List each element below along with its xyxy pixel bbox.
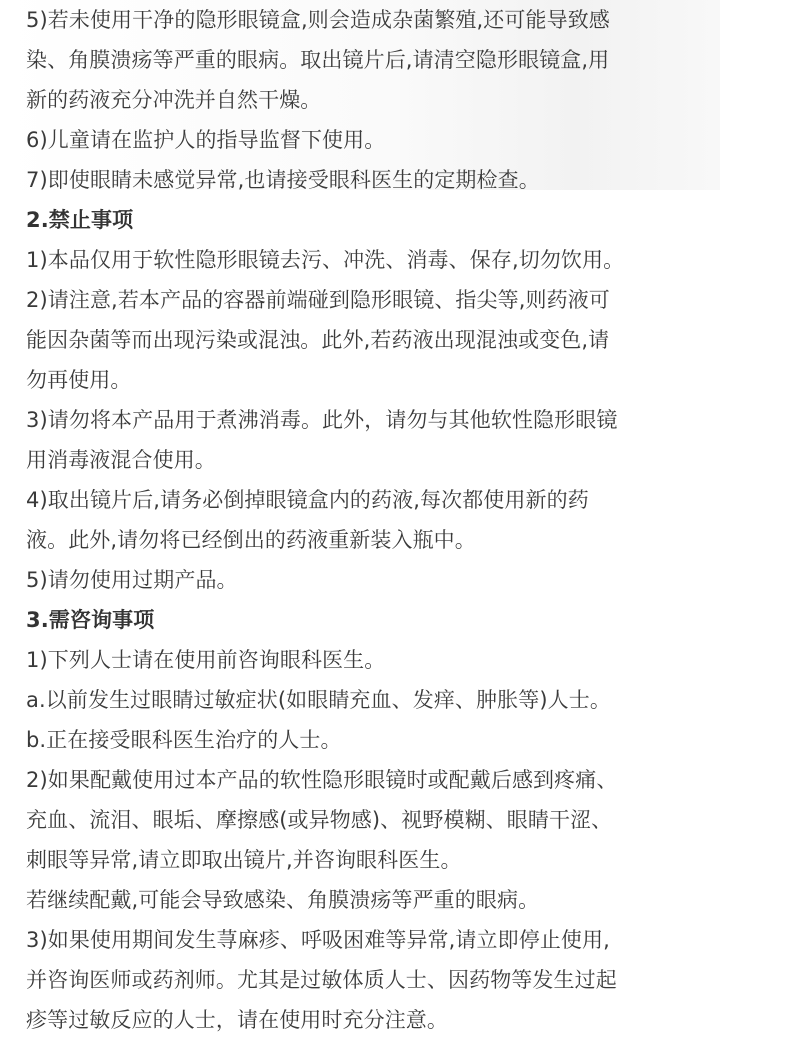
paragraph-line: 5)请勿使用过期产品。 <box>26 568 238 592</box>
paragraph-line: 并咨询医师或药剂师。尤其是过敏体质人士、因药物等发生过起 <box>26 968 617 992</box>
paragraph-line: 2)如果配戴使用过本产品的软性隐形眼镜时或配戴后感到疼痛、 <box>26 768 618 792</box>
paragraph-line: 3)如果使用期间发生荨麻疹、呼吸困难等异常,请立即停止使用, <box>26 928 610 952</box>
paragraph-line: 2)请注意,若本产品的容器前端碰到隐形眼镜、指尖等,则药液可 <box>26 288 610 312</box>
document-body <box>26 0 786 1040</box>
paragraph-line: 刺眼等异常,请立即取出镜片,并咨询眼科医生。 <box>26 848 462 872</box>
paragraph-line: 用消毒液混合使用。 <box>26 448 216 472</box>
paragraph-line: 液。此外,请勿将已经倒出的药液重新装入瓶中。 <box>26 528 476 552</box>
paragraph-line: 1)本品仅用于软性隐形眼镜去污、冲洗、消毒、保存,切勿饮用。 <box>26 248 625 272</box>
paragraph-line: 3)请勿将本产品用于煮沸消毒。此外，请勿与其他软性隐形眼镜 <box>26 408 618 432</box>
paragraph-line: 4)取出镜片后,请务必倒掉眼镜盒内的药液,每次都使用新的药 <box>26 488 589 512</box>
paragraph-line: 勿再使用。 <box>26 368 132 392</box>
paragraph-line: 1)下列人士请在使用前咨询眼科医生。 <box>26 648 386 672</box>
paragraph-line: 5)若未使用干净的隐形眼镜盒,则会造成杂菌繁殖,还可能导致感 <box>26 8 610 32</box>
section-heading: 2.禁止事项 <box>26 208 134 232</box>
paragraph-line: 6)儿童请在监护人的指导监督下使用。 <box>26 128 386 152</box>
paragraph-line: 新的药液充分冲洗并自然干燥。 <box>26 88 322 112</box>
paragraph-line: a.以前发生过眼睛过敏症状(如眼睛充血、发痒、肿胀等)人士。 <box>26 688 611 712</box>
paragraph-line: 染、角膜溃疡等严重的眼病。取出镜片后,请清空隐形眼镜盒,用 <box>26 48 610 72</box>
paragraph-line: 能因杂菌等而出现污染或混浊。此外,若药液出现混浊或变色,请 <box>26 328 610 352</box>
paragraph-line: 7)即使眼睛未感觉异常,也请接受眼科医生的定期检查。 <box>26 168 540 192</box>
section-heading: 3.需咨询事项 <box>26 608 155 632</box>
paragraph-line: 若继续配戴,可能会导致感染、角膜溃疡等严重的眼病。 <box>26 888 540 912</box>
paragraph-line: 充血、流泪、眼垢、摩擦感(或异物感)、视野模糊、眼睛干涩、 <box>26 808 613 832</box>
paragraph-line: 疹等过敏反应的人士，请在使用时充分注意。 <box>26 1008 448 1032</box>
paragraph-line: b.正在接受眼科医生治疗的人士。 <box>26 728 342 752</box>
